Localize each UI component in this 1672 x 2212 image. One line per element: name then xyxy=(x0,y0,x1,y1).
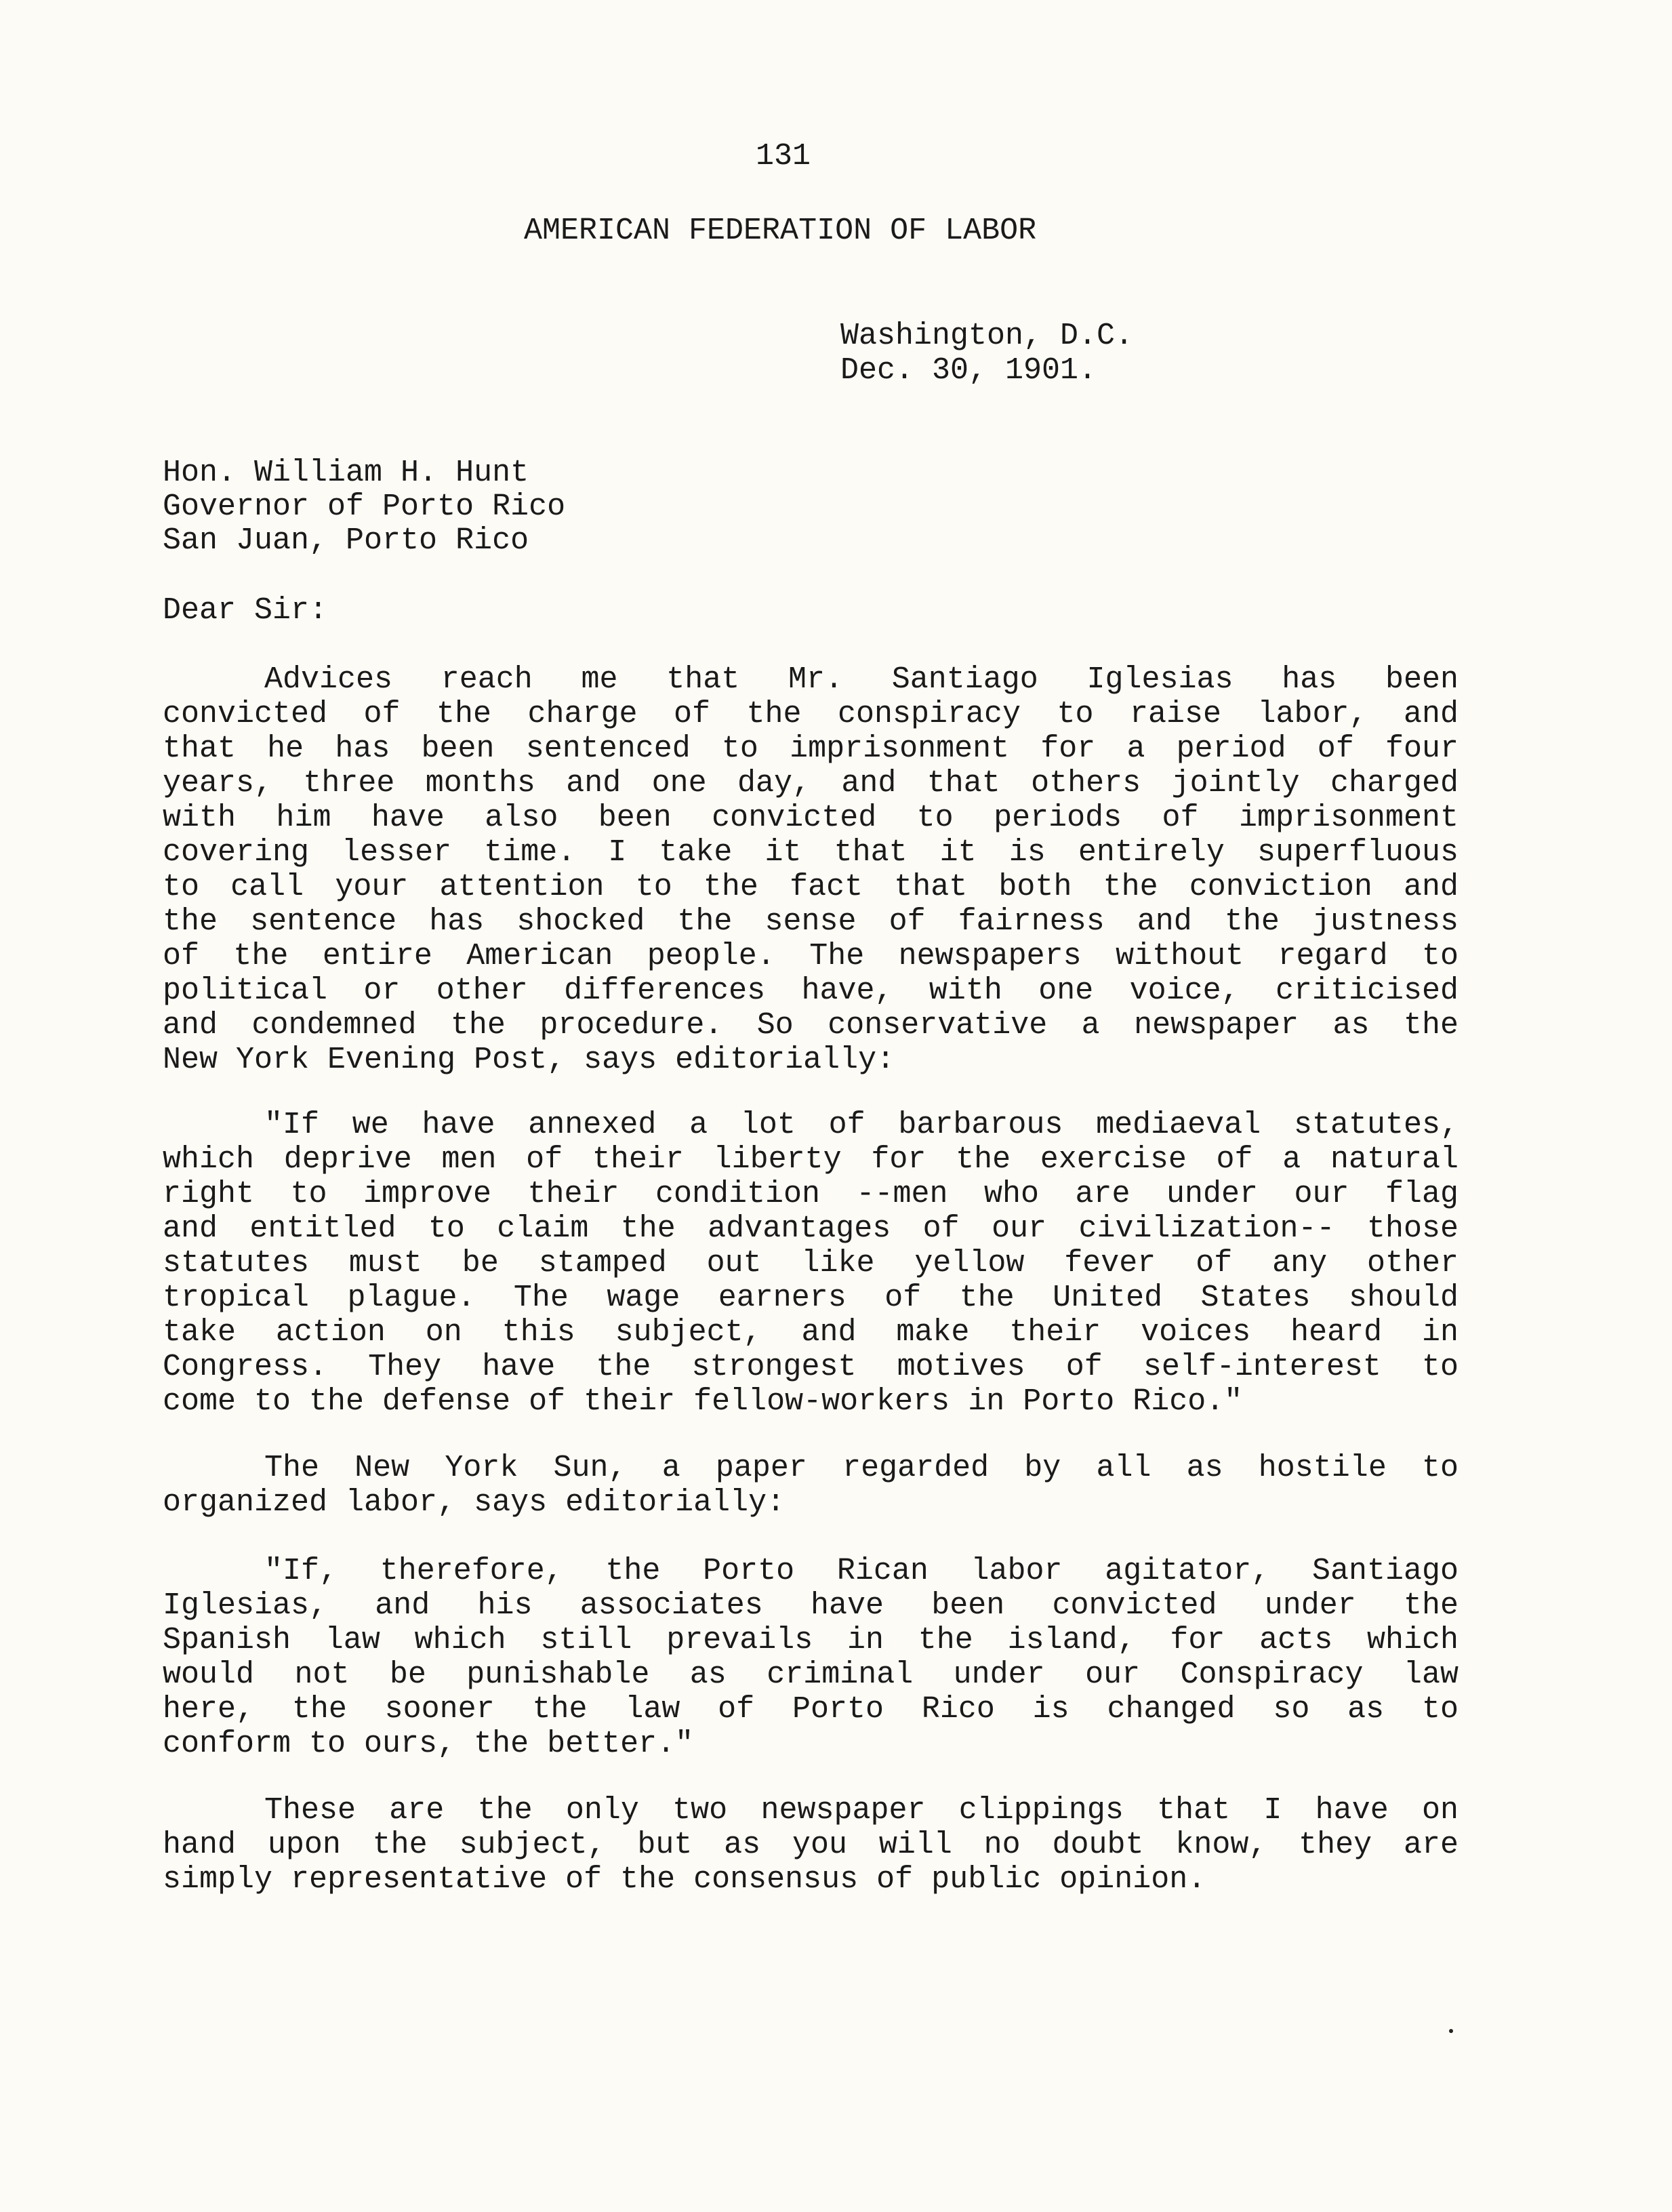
paragraph-1-line: convicted of the charge of the conspiracy to raise labor, and xyxy=(163,697,1459,731)
quote-1-line: and entitled to claim the advantages of our civilization-- those xyxy=(163,1211,1459,1246)
quote-2-line: Spanish law which still prevails in the island, for acts which xyxy=(163,1623,1459,1657)
quote-new-york-sun xyxy=(163,1554,1459,1761)
quote-1-line: statutes must be stamped out like yellow fever of any other xyxy=(163,1246,1459,1281)
paragraph-1-line: Advices reach me that Mr. Santiago Iglesias has been xyxy=(264,662,1459,697)
paragraph-1 xyxy=(163,662,1459,1077)
paragraph-2 xyxy=(163,1451,1459,1520)
paragraph-2-line: The New York Sun, a paper regarded by all as hostile to xyxy=(264,1451,1459,1485)
paragraph-3 xyxy=(163,1793,1459,1897)
paragraph-1-line: to call your attention to the fact that both the conviction and xyxy=(163,870,1459,904)
paragraph-1-line: and condemned the procedure. So conservative a newspaper as the xyxy=(163,1008,1459,1043)
recipient-location: San Juan, Porto Rico xyxy=(163,523,529,558)
paragraph-1-line: with him have also been convicted to periods of imprisonment xyxy=(163,801,1459,835)
paragraph-1-line: of the entire American people. The newspapers without regard to xyxy=(163,939,1459,973)
quote-1-line: tropical plague. The wage earners of the United States should xyxy=(163,1281,1459,1315)
quote-1-line: right to improve their condition --men who are under our flag xyxy=(163,1177,1459,1211)
quote-2-line: here, the sooner the law of Porto Rico is changed so as to xyxy=(163,1692,1459,1727)
quote-2-line: Iglesias, and his associates have been convicted under the xyxy=(163,1588,1459,1623)
paragraph-2-line: organized labor, says editorially: xyxy=(163,1485,786,1520)
paragraph-1-line: political or other differences have, with one voice, criticised xyxy=(163,973,1459,1008)
paper-speck xyxy=(1449,2029,1453,2033)
quote-1-line: which deprive men of their liberty for the exercise of a natural xyxy=(163,1142,1459,1177)
quote-2-line: conform to ours, the better." xyxy=(163,1727,694,1761)
paragraph-3-line: hand upon the subject, but as you will no doubt know, they are xyxy=(163,1828,1459,1862)
recipient-title: Governor of Porto Rico xyxy=(163,489,566,524)
recipient-name: Hon. William H. Hunt xyxy=(163,456,529,490)
organization-heading: AMERICAN FEDERATION OF LABOR xyxy=(524,214,1037,248)
paragraph-3-line: These are the only two newspaper clippings that I have on xyxy=(264,1793,1459,1828)
paragraph-1-line: years, three months and one day, and that others jointly charged xyxy=(163,766,1459,801)
paragraph-3-line: simply representative of the consensus of public opinion. xyxy=(163,1862,1206,1897)
quote-evening-post xyxy=(163,1108,1459,1419)
paragraph-1-line: covering lesser time. I take it that it is entirely superfluous xyxy=(163,835,1459,870)
quote-2-line: "If, therefore, the Porto Rican labor agitator, Santiago xyxy=(264,1554,1459,1588)
paragraph-1-line: the sentence has shocked the sense of fairness and the justness xyxy=(163,904,1459,939)
quote-1-line: "If we have annexed a lot of barbarous mediaeval statutes, xyxy=(264,1108,1459,1142)
quote-1-line: take action on this subject, and make their voices heard in xyxy=(163,1315,1459,1350)
letter-date: Dec. 30, 1901. xyxy=(840,353,1097,388)
salutation: Dear Sir: xyxy=(163,593,328,628)
quote-1-line: Congress. They have the strongest motives of self-interest to xyxy=(163,1350,1459,1384)
paragraph-1-line: New York Evening Post, says editorially: xyxy=(163,1043,895,1077)
quote-2-line: would not be punishable as criminal under our Conspiracy law xyxy=(163,1657,1459,1692)
paragraph-1-line: that he has been sentenced to imprisonment for a period of four xyxy=(163,731,1459,766)
letter-place: Washington, D.C. xyxy=(840,319,1134,353)
page-number: 131 xyxy=(756,139,811,174)
quote-1-line: come to the defense of their fellow-workers in Porto Rico." xyxy=(163,1384,1243,1419)
